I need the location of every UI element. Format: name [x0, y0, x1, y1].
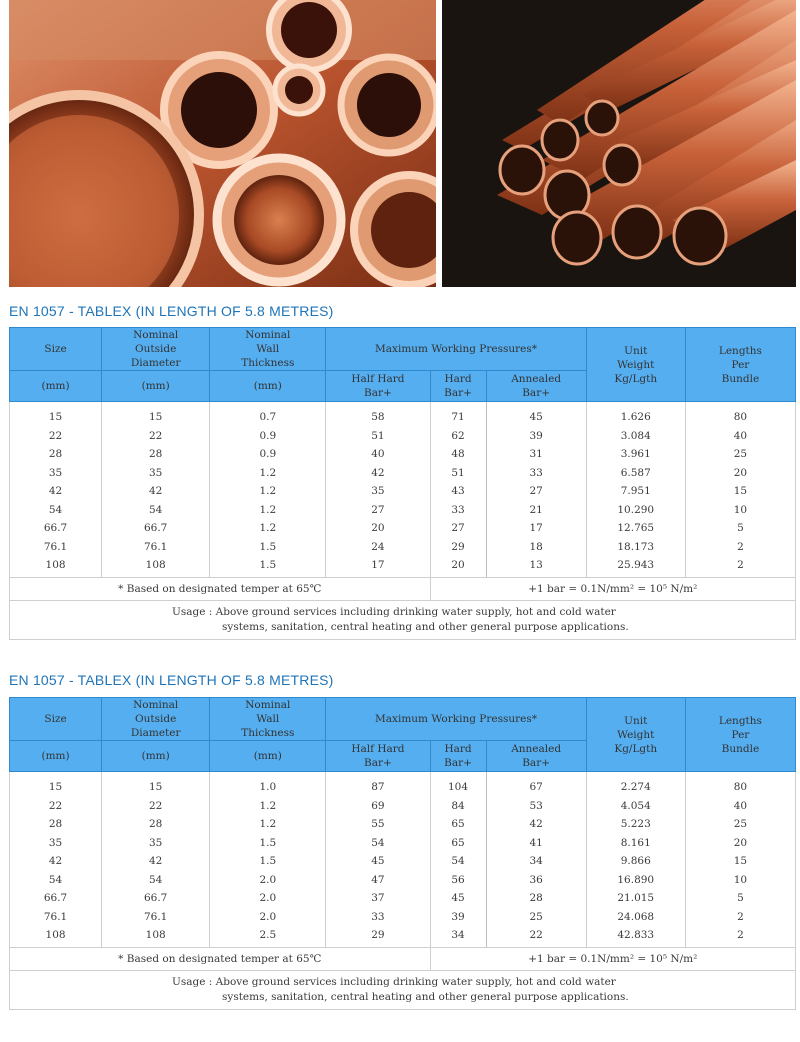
unit-weight-header: Unit Weight Kg/Lgth — [586, 698, 685, 772]
size-header: Size — [10, 698, 102, 741]
unit-weight-header: Unit Weight Kg/Lgth — [586, 328, 685, 402]
wall-thickness-unit: (mm) — [210, 371, 326, 402]
temper-note: * Based on designated temper at 65℃ — [10, 947, 431, 970]
wall-thickness-header: Nominal Wall Thickness — [210, 328, 326, 371]
lengths-per-bundle-header: Lengths Per Bundle — [685, 698, 795, 772]
bar-conversion-note: +1 bar = 0.1N/mm² = 10⁵ N/m² — [430, 577, 796, 600]
spec-table-2-body — [10, 772, 796, 948]
table-row: 22 22 1.2 69 84 53 4.054 40 — [10, 797, 796, 816]
table-row: 108 108 2.5 29 34 22 42.833 2 — [10, 926, 796, 947]
temper-note: * Based on designated temper at 65℃ — [10, 577, 431, 600]
annealed-header: Annealed Bar+ — [486, 741, 586, 772]
table-row: 42 42 1.2 35 43 27 7.951 15 — [10, 482, 796, 501]
table-row: 108 108 1.5 17 20 13 25.943 2 — [10, 556, 796, 577]
spec-table-1-body — [10, 402, 796, 578]
lengths-per-bundle-header: Lengths Per Bundle — [685, 328, 795, 402]
table-row: 15 15 1.0 87 104 67 2.274 80 — [10, 772, 796, 797]
copper-tubes-bundle-photo — [442, 0, 796, 287]
table-row: 76.1 76.1 2.0 33 39 25 24.068 2 — [10, 908, 796, 927]
table-row: 54 54 1.2 27 33 21 10.290 10 — [10, 501, 796, 520]
outside-diameter-unit: (mm) — [102, 741, 210, 772]
half-hard-header: Half Hard Bar+ — [326, 741, 430, 772]
size-header: Size — [10, 328, 102, 371]
table-row: 15 15 0.7 58 71 45 1.626 80 — [10, 402, 796, 427]
table-row: 66.7 66.7 1.2 20 27 17 12.765 5 — [10, 519, 796, 538]
outside-diameter-header: Nominal Outside Diameter — [102, 698, 210, 741]
spec-table-2 — [9, 697, 796, 1010]
half-hard-header: Half Hard Bar+ — [326, 371, 430, 402]
hard-header: Hard Bar+ — [430, 371, 486, 402]
table-row: 35 35 1.2 42 51 33 6.587 20 — [10, 464, 796, 483]
bar-conversion-note: +1 bar = 0.1N/mm² = 10⁵ N/m² — [430, 947, 796, 970]
hard-header: Hard Bar+ — [430, 741, 486, 772]
table-row: 35 35 1.5 54 65 41 8.161 20 — [10, 834, 796, 853]
table-row: 42 42 1.5 45 54 34 9.866 15 — [10, 852, 796, 871]
annealed-header: Annealed Bar+ — [486, 371, 586, 402]
table-row: 28 28 1.2 55 65 42 5.223 25 — [10, 815, 796, 834]
size-unit: (mm) — [10, 371, 102, 402]
copper-pipes-closeup-photo — [9, 0, 436, 287]
table-row: 28 28 0.9 40 48 31 3.961 25 — [10, 445, 796, 464]
table-row: 22 22 0.9 51 62 39 3.084 40 — [10, 427, 796, 446]
usage-note: Usage : Above ground services including drinking water supply, hot and cold water systems, sanitation, central heating and other general purpose applications. — [10, 970, 796, 1009]
spec-table-1 — [9, 327, 796, 640]
wall-thickness-header: Nominal Wall Thickness — [210, 698, 326, 741]
outside-diameter-unit: (mm) — [102, 371, 210, 402]
outside-diameter-header: Nominal Outside Diameter — [102, 328, 210, 371]
table-2-title: EN 1057 - TABLEX (IN LENGTH OF 5.8 METRES) — [9, 672, 334, 688]
table-1-title: EN 1057 - TABLEX (IN LENGTH OF 5.8 METRES) — [9, 303, 334, 319]
table-row: 54 54 2.0 47 56 36 16.890 10 — [10, 871, 796, 890]
max-pressure-header: Maximum Working Pressures* — [326, 328, 586, 371]
table-row: 66.7 66.7 2.0 37 45 28 21.015 5 — [10, 889, 796, 908]
max-pressure-header: Maximum Working Pressures* — [326, 698, 586, 741]
wall-thickness-unit: (mm) — [210, 741, 326, 772]
size-unit: (mm) — [10, 741, 102, 772]
usage-note: Usage : Above ground services including drinking water supply, hot and cold water systems, sanitation, central heating and other general purpose applications. — [10, 600, 796, 639]
table-row: 76.1 76.1 1.5 24 29 18 18.173 2 — [10, 538, 796, 557]
